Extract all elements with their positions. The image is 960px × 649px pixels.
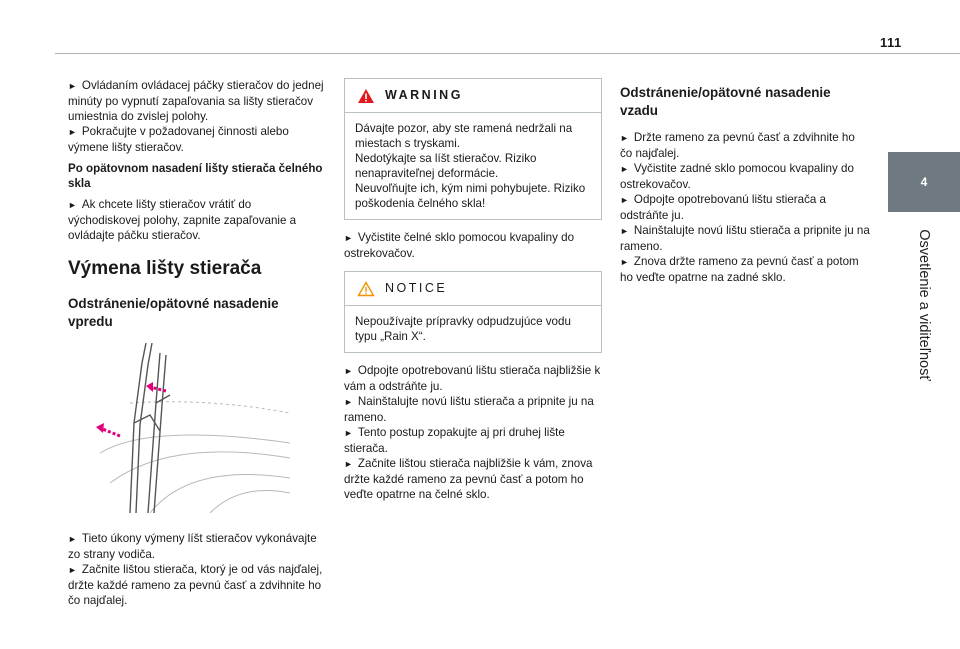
- list-item: ► Vyčistite čelné sklo pomocou kvapaliny do ostrekovačov.: [344, 230, 602, 261]
- list-item: ► Odpojte opotrebovanú lištu stierača a odstráňte ju.: [620, 192, 870, 223]
- list-item: ► Znova držte rameno za pevnú časť a potom ho veďte opatrne na zadné sklo.: [620, 254, 870, 285]
- notice-title: NOTICE: [385, 281, 448, 295]
- warning-line: Nedotýkajte sa líšt stieračov. Riziko nenapraviteľnej deformácie.: [355, 152, 537, 180]
- rear-section-heading: Odstránenie/opätovné nasadenie vzadu: [620, 85, 831, 118]
- reinstall-heading: Po opätovnom nasadení lišty stierača čelného skla: [68, 162, 323, 190]
- column-left: [68, 78, 324, 608]
- list-item: ► Začnite lištou stierača, ktorý je od vás najďalej, držte každé rameno za pevnú časť a zdvihnite ho čo najďalej.: [68, 562, 324, 608]
- warning-line: Dávajte pozor, aby ste ramená nedržali na miestach s tryskami.: [355, 122, 573, 150]
- main-title: Výmena lišty stierača: [68, 258, 262, 279]
- list-item: ► Ak chcete lišty stieračov vrátiť do východiskovej polohy, zapnite zapaľovanie a ovládajte páčku stieračov.: [68, 197, 324, 243]
- page-number: 111: [880, 35, 902, 50]
- header-divider: [55, 53, 960, 54]
- column-right: [620, 78, 870, 285]
- notice-text: Nepoužívajte prípravky odpudzujúce vodu typu „Rain X“.: [355, 315, 571, 343]
- warning-box: [344, 78, 602, 220]
- list-item: ► Držte rameno za pevnú časť a zdvihnite ho čo najďalej.: [620, 130, 870, 161]
- list-item: ► Tento postup zopakujte aj pri druhej lište stierača.: [344, 425, 602, 456]
- chapter-title-tab: [888, 215, 960, 395]
- notice-box: [344, 271, 602, 353]
- list-item: ► Tieto úkony výmeny líšt stieračov vykonávajte zo strany vodiča.: [68, 531, 324, 562]
- list-item: ► Nainštalujte novú lištu stierača a pripnite ju na rameno.: [344, 394, 602, 425]
- warning-title: WARNING: [385, 88, 463, 102]
- list-item: ► Ovládaním ovládacej páčky stieračov do jednej minúty po vypnutí zapaľovania sa lišty stieračov umiestnia do zvislej polohy.: [68, 78, 324, 124]
- list-item: ► Nainštalujte novú lištu stierača a pripnite ju na rameno.: [620, 223, 870, 254]
- list-item: ► Začnite lištou stierača najbližšie k vám, znova držte každé rameno za pevnú časť a potom ho veďte opatrne na čelné sklo.: [344, 456, 602, 502]
- wiper-illustration: [90, 343, 290, 513]
- warning-triangle-icon: [357, 88, 375, 104]
- chapter-number-tab[interactable]: 4: [888, 152, 960, 212]
- warning-line: Neuvoľňujte ich, kým nimi pohybujete. Riziko poškodenia čelného skla!: [355, 182, 586, 210]
- column-middle: [344, 78, 602, 502]
- list-item: ► Odpojte opotrebovanú lištu stierača najbližšie k vám a odstráňte ju.: [344, 363, 602, 394]
- list-item: ► Pokračujte v požadovanej činnosti alebo výmene lišty stieračov.: [68, 124, 324, 155]
- list-item: ► Vyčistite zadné sklo pomocou kvapaliny do ostrekovačov.: [620, 161, 870, 192]
- chapter-title: Osvetlenie a viditeľnosť: [916, 229, 932, 381]
- notice-triangle-icon: [357, 281, 375, 297]
- wiper-arm-icon: [130, 343, 170, 513]
- front-section-heading: Odstránenie/opätovné nasadenie vpredu: [68, 296, 279, 329]
